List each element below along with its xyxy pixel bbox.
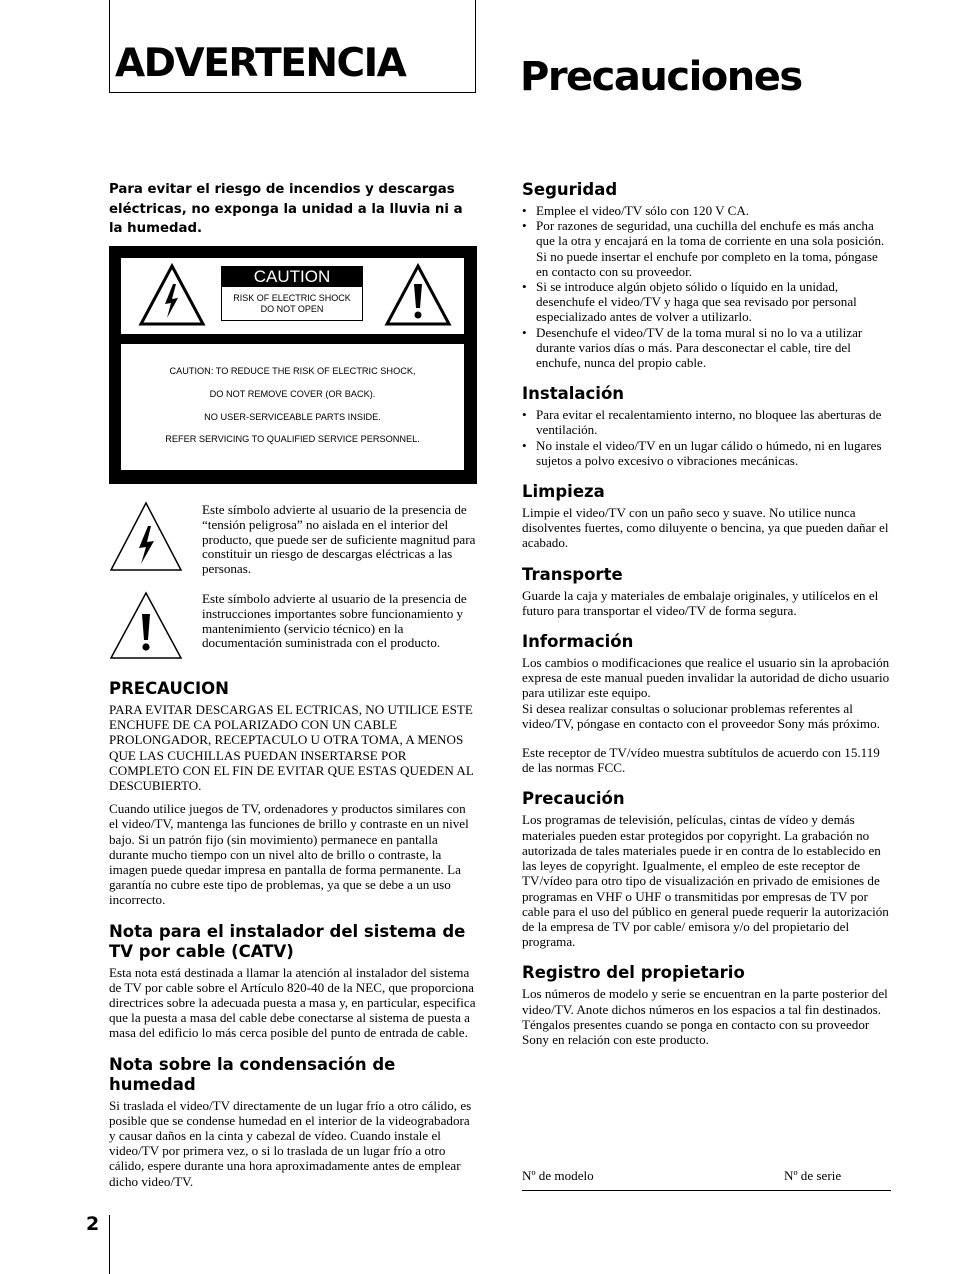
left-column: [109, 180, 477, 239]
transporte-heading: Transporte: [522, 564, 623, 584]
page-margin-rule: [109, 1215, 110, 1274]
exclamation-symbol-text: Este símbolo advierte al usuario de la presencia de instrucciones importantes sobre funcionamiento y mantenimiento (servicio técnico) en la documentación suministrada con el producto.: [202, 591, 467, 651]
warning-lead: Para evitar el riesgo de incendios y descargas eléctricas, no exponga la unidad a la lluvia ni a la humedad.: [109, 182, 463, 236]
registro-fields-row: [522, 1168, 891, 1191]
caution-label-subtext: [222, 287, 362, 315]
caution-text-panel: [121, 344, 464, 470]
list-item: • Para evitar el recalentamiento interno, no bloquee las aberturas de ventilación.: [522, 407, 891, 437]
informacion-heading: Información: [522, 632, 634, 652]
advertencia-title: ADVERTENCIA: [115, 41, 406, 86]
list-item: • No instale el video/TV en un lugar cálido o húmedo, ni en lugares sujetos a polvo excesivo o vibraciones mecánicas.: [522, 438, 891, 468]
list-item: • Si se introduce algún objeto sólido o líquido en la unidad, desenchufe el video/TV y haga que sea revisado por personal especializado antes de volver a utilizarlo.: [522, 279, 891, 325]
condensacion-body: Si traslada el video/TV directamente de un lugar frío a otro cálido, es posible que se condense humedad en el interior de la videograbadora y causar daños en la cinta y cabezal de vídeo. Cuando instale el video/TV por primera vez, o si lo traslada de un lugar frío a otro cálido, espere durante una hora aproximadamente antes de emplear dicho video/TV.: [109, 1097, 472, 1189]
seguridad-list: [522, 203, 891, 370]
caution-label-box: [221, 266, 363, 321]
registro-body: Los números de modelo y serie se encuentran en la parte posterior del video/TV. Anote dichos números en los espacios a tal fin destinados. Téngalos presentes cuando se ponga en contacto con su proveedor Sony en relación con este producto.: [522, 986, 888, 1047]
right-column: [522, 180, 891, 1047]
list-item: • Desenchufe el video/TV de la toma mural si no lo va a utilizar durante varios días o más. Para desconectar el cable, tire del enchufe, nunca del propio cable.: [522, 325, 891, 371]
caution-top-panel: [121, 258, 464, 334]
seguridad-heading: Seguridad: [522, 180, 618, 199]
informacion-body-2: Si desea realizar consultas o solucionar problemas referentes al video/TV, póngase en contacto con el proveedor Sony más próximo.: [522, 700, 880, 731]
instalacion-heading: Instalación: [522, 384, 625, 404]
caution-label-line: RISK OF ELECTRIC SHOCK: [233, 293, 351, 303]
model-number-label: Nº de modelo: [522, 1168, 594, 1183]
caution-line: DO NOT REMOVE COVER (OR BACK).: [209, 389, 376, 399]
catv-body: Esta nota está destinada a llamar la atención al instalador del sistema de TV por cable sobre el Artículo 820-40 de la NEC, que proporciona directrices sobre la adecuada puesta a masa y, en particular, especifica que la puesta a masa del cable debe conectarse al sistema de puesta a masa del edificio lo más cerca posible del punto de entrada de cable.: [109, 964, 476, 1041]
lightning-symbol-text: Este símbolo advierte al usuario de la presencia de “tensión peligrosa” no aislada en el interior del producto, que puede ser de suficiente magnitud para constituir un riesgo de descargas eléctricas a las personas.: [202, 502, 476, 577]
caution-label-graphic: [109, 246, 477, 484]
condensacion-heading: Nota sobre la condensación de humedad: [109, 1054, 396, 1094]
exclamation-symbol-icon: [108, 590, 184, 662]
list-item: • Emplee el video/TV sólo con 120 V CA.: [522, 203, 891, 218]
precaucion-copyright-body: Los programas de televisión, películas, cintas de vídeo y demás materiales pueden estar protegidos por copyright. La grabación no autorizada de tales materiales puede ir en contra de lo establecido en las leyes de copyright. Igualmente, el empleo de este receptor de TV/vídeo para otro tipo de visualización en privado de emisiones de programas en VHF o UHF o transmitidas por empresas de TV por cable para el uso del público en general puede requerir la autorización de la empresa de TV por cable/ emisora y/o del propietario del programa.: [522, 812, 889, 950]
limpieza-body: Limpie el video/TV con un paño seco y suave. No utilice nunca disolventes fuertes, como diluyente o bencina, ya que pueden dañar el acabado.: [522, 505, 889, 551]
lightning-symbol-icon: [108, 500, 184, 574]
transporte-body: Guarde la caja y materiales de embalaje originales, y utilícelos en el futuro para transportar el video/TV de forma segura.: [522, 587, 879, 618]
left-lower-sections: [109, 679, 477, 1189]
caution-label-heading: CAUTION: [222, 267, 362, 287]
catv-heading: Nota para el instalador del sistema de TV por cable (CATV): [109, 921, 466, 961]
lightning-triangle-icon: [137, 262, 207, 328]
page-number: 2: [86, 1213, 100, 1235]
serial-number-label: Nº de serie: [784, 1168, 842, 1183]
precaucion-copyright-heading: Precaución: [522, 789, 625, 809]
precaucion-heading: PRECAUCION: [109, 679, 229, 698]
exclamation-triangle-icon: [383, 262, 453, 328]
caution-line: NO USER-SERVICEABLE PARTS INSIDE.: [204, 412, 381, 422]
precaucion-body: PARA EVITAR DESCARGAS EL ECTRICAS, NO UTILICE ESTE ENCHUFE DE CA POLARIZADO CON UN CABLE PROLONGADOR, RECEPTACULO U OTRA TOMA, A MENOS QUE LAS CUCHILLAS PUEDAN INSERTARSE POR COMPLETO CON EL FIN DE EVITAR QUE ESTAS QUEDEN AL DESCUBIERTO.: [109, 702, 474, 794]
caution-line: REFER SERVICING TO QUALIFIED SERVICE PERSONNEL.: [165, 434, 420, 444]
limpieza-heading: Limpieza: [522, 482, 605, 502]
instalacion-list: [522, 407, 891, 468]
informacion-body: Los cambios o modificaciones que realice el usuario sin la aprobación expresa de este manual pueden invalidar la autoridad de dicho usuario para utilizar este equipo.: [522, 655, 890, 701]
caution-line: CAUTION: TO REDUCE THE RISK OF ELECTRIC SHOCK,: [169, 366, 416, 376]
informacion-body-3: Este receptor de TV/vídeo muestra subtítulos de acuerdo con 15.119 de las normas FCC.: [522, 745, 880, 776]
caution-label-line: DO NOT OPEN: [260, 304, 324, 314]
registro-heading: Registro del propietario: [522, 963, 745, 983]
precauciones-title: Precauciones: [520, 54, 802, 100]
list-item: • Por razones de seguridad, una cuchilla del enchufe es más ancha que la otra y encajará en la toma de corriente en una sola posición. Si no puede insertar el enchufe por completo en la toma, póngase en contacto con su proveedor.: [522, 218, 891, 279]
precaucion-body-2: Cuando utilice juegos de TV, ordenadores y productos similares con el video/TV, mantenga las funciones de brillo y contraste en un nivel bajo. Si un patrón fijo (sin movimiento) permanece en pantalla durante mucho tiempo con un nivel alto de brillo o contraste, la imagen puede quedar impresa en pantalla de forma permanente. La garantía no cubre este tipo de problemas, ya que se debe a un uso incorrecto.: [109, 801, 469, 908]
